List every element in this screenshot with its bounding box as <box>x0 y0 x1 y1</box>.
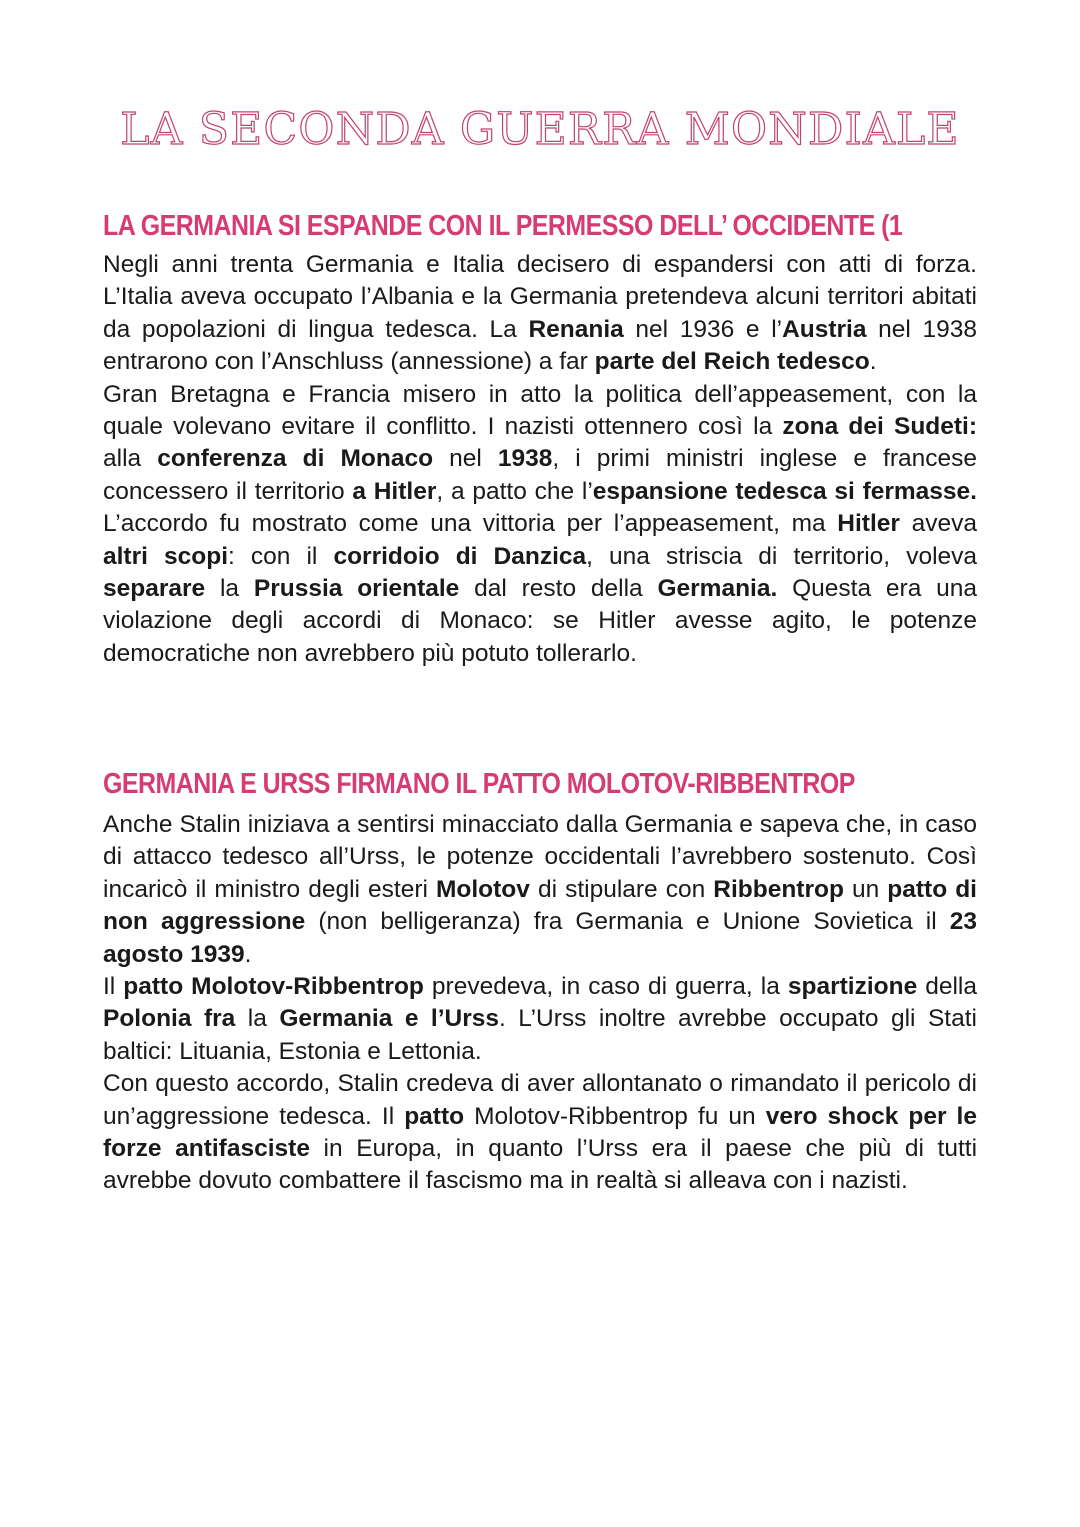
text-run: . <box>869 348 877 376</box>
text-run: della <box>917 973 977 1001</box>
bold-text-run: altri scopi <box>103 542 229 570</box>
bold-text-run: Hitler <box>837 510 900 538</box>
text-run: in Europa, in quanto l’Urss era il paese che più di tutti avrebbe dovuto combattere il fascismo ma in realtà si alleava con i nazisti. <box>103 1135 978 1195</box>
bold-text-run: Molotov <box>436 875 530 903</box>
bold-text-run: Austria <box>782 315 867 343</box>
bold-text-run: espansione tedesca si fermasse. <box>592 477 977 505</box>
text-run: (non belligeranza) fra Germania e Unione Sovietica il <box>305 908 950 936</box>
text-run: nel 1938 entrarono con l’Anschluss (annessione) a far <box>103 315 977 376</box>
bold-text-run: spartizione <box>787 973 918 1001</box>
bold-text-run: a Hitler <box>352 477 437 505</box>
bold-text-run: conferenza di Monaco <box>157 445 434 473</box>
bold-text-run: Renania <box>528 315 624 343</box>
bold-text-run: patto Molotov-Ribbentrop <box>123 973 424 1001</box>
text-run: , i primi ministri inglese e francese concessero il territorio <box>103 445 977 505</box>
text-run: , a patto che l’ <box>436 477 593 505</box>
paragraph <box>103 379 977 671</box>
bold-text-run: Germania. <box>657 575 778 603</box>
bold-text-run: patto <box>404 1102 465 1130</box>
text-run: la <box>235 1005 280 1033</box>
text-run: Questa era una violazione degli accordi di Monaco: se Hitler avesse agito, le potenze democratiche non avrebbero più potuto tollerarlo. <box>103 575 978 667</box>
text-run: . <box>244 940 252 968</box>
text-run: Con questo accordo, Stalin credeva di aver allontanato o rimandato il pericolo di un’aggressione tedesca. Il <box>103 1070 977 1130</box>
bold-text-run: vero shock per le forze antifasciste <box>103 1102 977 1163</box>
text-run: un <box>843 875 888 903</box>
section-heading: GERMANIA E URSS FIRMANO IL PATTO MOLOTOV-RIBBENTROP <box>103 768 855 800</box>
section-body <box>103 809 977 1198</box>
text-run: Il <box>103 973 124 1001</box>
document-title: LA SECONDA GUERRA MONDIALE <box>120 104 960 155</box>
text-run: aveva <box>899 510 977 538</box>
section-heading: LA GERMANIA SI ESPANDE CON IL PERMESSO DELL’ OCCIDENTE (1 <box>103 210 903 242</box>
text-run: Molotov-Ribbentrop fu un <box>464 1102 766 1130</box>
text-run: prevedeva, in caso di guerra, la <box>423 973 788 1001</box>
text-run: la <box>205 575 254 603</box>
text-run: di stipulare con <box>529 875 714 903</box>
paragraph <box>103 971 977 1068</box>
paragraph <box>103 1068 977 1198</box>
text-run: Negli anni trenta Germania e Italia decisero di espandersi con atti di forza. L’Italia aveva occupato l’Albania e la Germania pretendeva alcuni territori abitati da popolazioni di lingua tedesca. La <box>103 251 977 343</box>
text-run: nel 1936 e l’ <box>623 315 783 343</box>
text-run: Anche Stalin iniziava a sentirsi minacciato dalla Germania e sapeva che, in caso di attacco tedesco all’Urss, le potenze occidentali l’avrebbero sostenuto. Così incaricò il ministro degli esteri <box>103 811 977 903</box>
bold-text-run: 1938 <box>497 445 553 473</box>
bold-text-run: zona dei Sudeti: <box>782 413 978 441</box>
text-run: alla <box>103 445 158 473</box>
paragraph <box>103 249 977 379</box>
bold-text-run: 23 agosto 1939 <box>103 908 977 968</box>
bold-text-run: corridoio di Danzica <box>333 542 587 570</box>
bold-text-run: Ribbentrop <box>713 875 844 903</box>
text-run: . L’Urss inoltre avrebbe occupato gli Stati baltici: Lituania, Estonia e Lettonia. <box>103 1005 977 1065</box>
bold-text-run: Germania e l’Urss <box>279 1005 500 1033</box>
section-body <box>103 249 977 670</box>
bold-text-run: patto di non aggressione <box>103 875 977 936</box>
bold-text-run: separare <box>103 575 206 603</box>
text-run: L’accordo fu mostrato come una vittoria per l’appeasement, ma <box>103 510 838 538</box>
paragraph <box>103 809 977 971</box>
bold-text-run: Prussia orientale <box>253 575 460 603</box>
text-run: Gran Bretagna e Francia misero in atto la politica dell’appeasement, con la quale volevano evitare il conflitto. I nazisti ottennero così la <box>103 380 977 441</box>
bold-text-run: Polonia fra <box>103 1005 236 1033</box>
text-run: : con il <box>228 542 334 570</box>
bold-text-run: parte del Reich tedesco <box>594 348 870 376</box>
text-run: nel <box>433 445 498 473</box>
text-run: , una striscia di territorio, voleva <box>586 542 978 570</box>
text-run: dal resto della <box>459 575 658 603</box>
